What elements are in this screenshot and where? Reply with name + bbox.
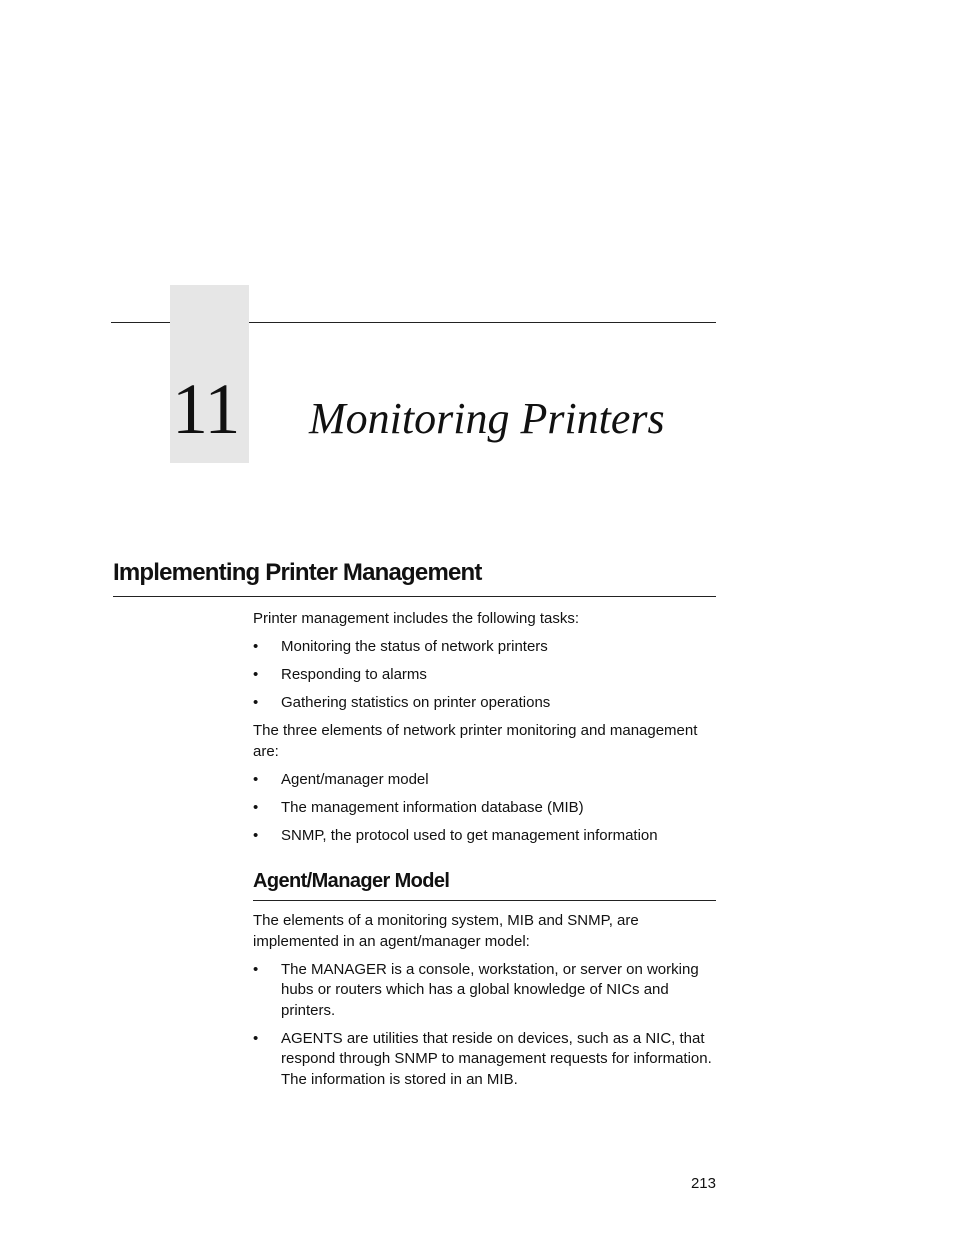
bullet-icon: • xyxy=(253,666,259,683)
list-item-text: Agent/manager model xyxy=(281,770,429,788)
list-item-text: Responding to alarms xyxy=(281,666,427,683)
list-item-text: Gathering statistics on printer operations xyxy=(281,694,551,711)
chapter-rule-left xyxy=(111,322,170,323)
list-item-text: Monitoring the status of network printers xyxy=(281,638,548,655)
section-heading: Implementing Printer Management xyxy=(113,559,482,586)
list-item xyxy=(253,1029,716,1091)
bullet-icon: • xyxy=(253,638,259,655)
chapter-rule-right xyxy=(249,322,716,323)
bullet-icon: • xyxy=(253,826,259,844)
bullet-icon: • xyxy=(253,798,259,816)
elements-intro: The three elements of network printer monitoring and management are: xyxy=(253,722,698,760)
section-body xyxy=(253,609,716,846)
chapter-number: 11 xyxy=(172,369,240,449)
bullet-icon: • xyxy=(253,960,259,978)
model-list xyxy=(253,960,716,1091)
list-item xyxy=(253,960,716,1022)
bullet-icon: • xyxy=(253,770,259,788)
list-item xyxy=(253,665,716,686)
list-item-text: The management information database (MIB) xyxy=(281,798,584,816)
section-heading-rule xyxy=(113,596,716,597)
subsection-body xyxy=(253,911,716,1090)
list-item xyxy=(253,770,716,791)
elements-list xyxy=(253,770,716,847)
list-item xyxy=(253,798,716,819)
list-item-text: SNMP, the protocol used to get management information xyxy=(281,826,658,844)
list-item xyxy=(253,637,716,658)
list-item xyxy=(253,826,716,847)
page-number: 213 xyxy=(690,1175,716,1192)
bullet-icon: • xyxy=(253,1029,259,1047)
subsection-intro: The elements of a monitoring system, MIB and SNMP, are implemented in an agent/manager model: xyxy=(253,912,639,950)
bullet-icon: • xyxy=(253,694,259,711)
subsection-heading-rule xyxy=(253,900,716,901)
task-list xyxy=(253,637,716,714)
list-item-text: AGENTS are utilities that reside on devices, such as a NIC, that respond through SNMP to management requests for information. The information is stored in an MIB. xyxy=(281,1029,712,1088)
chapter-title: Monitoring Printers xyxy=(309,394,665,443)
list-item xyxy=(253,693,716,714)
list-item-text: The MANAGER is a console, workstation, or server on working hubs or routers which has a global knowledge of NICs and printers. xyxy=(281,960,699,1019)
subsection-heading: Agent/Manager Model xyxy=(253,870,450,892)
section-intro: Printer management includes the following tasks: xyxy=(253,610,580,627)
